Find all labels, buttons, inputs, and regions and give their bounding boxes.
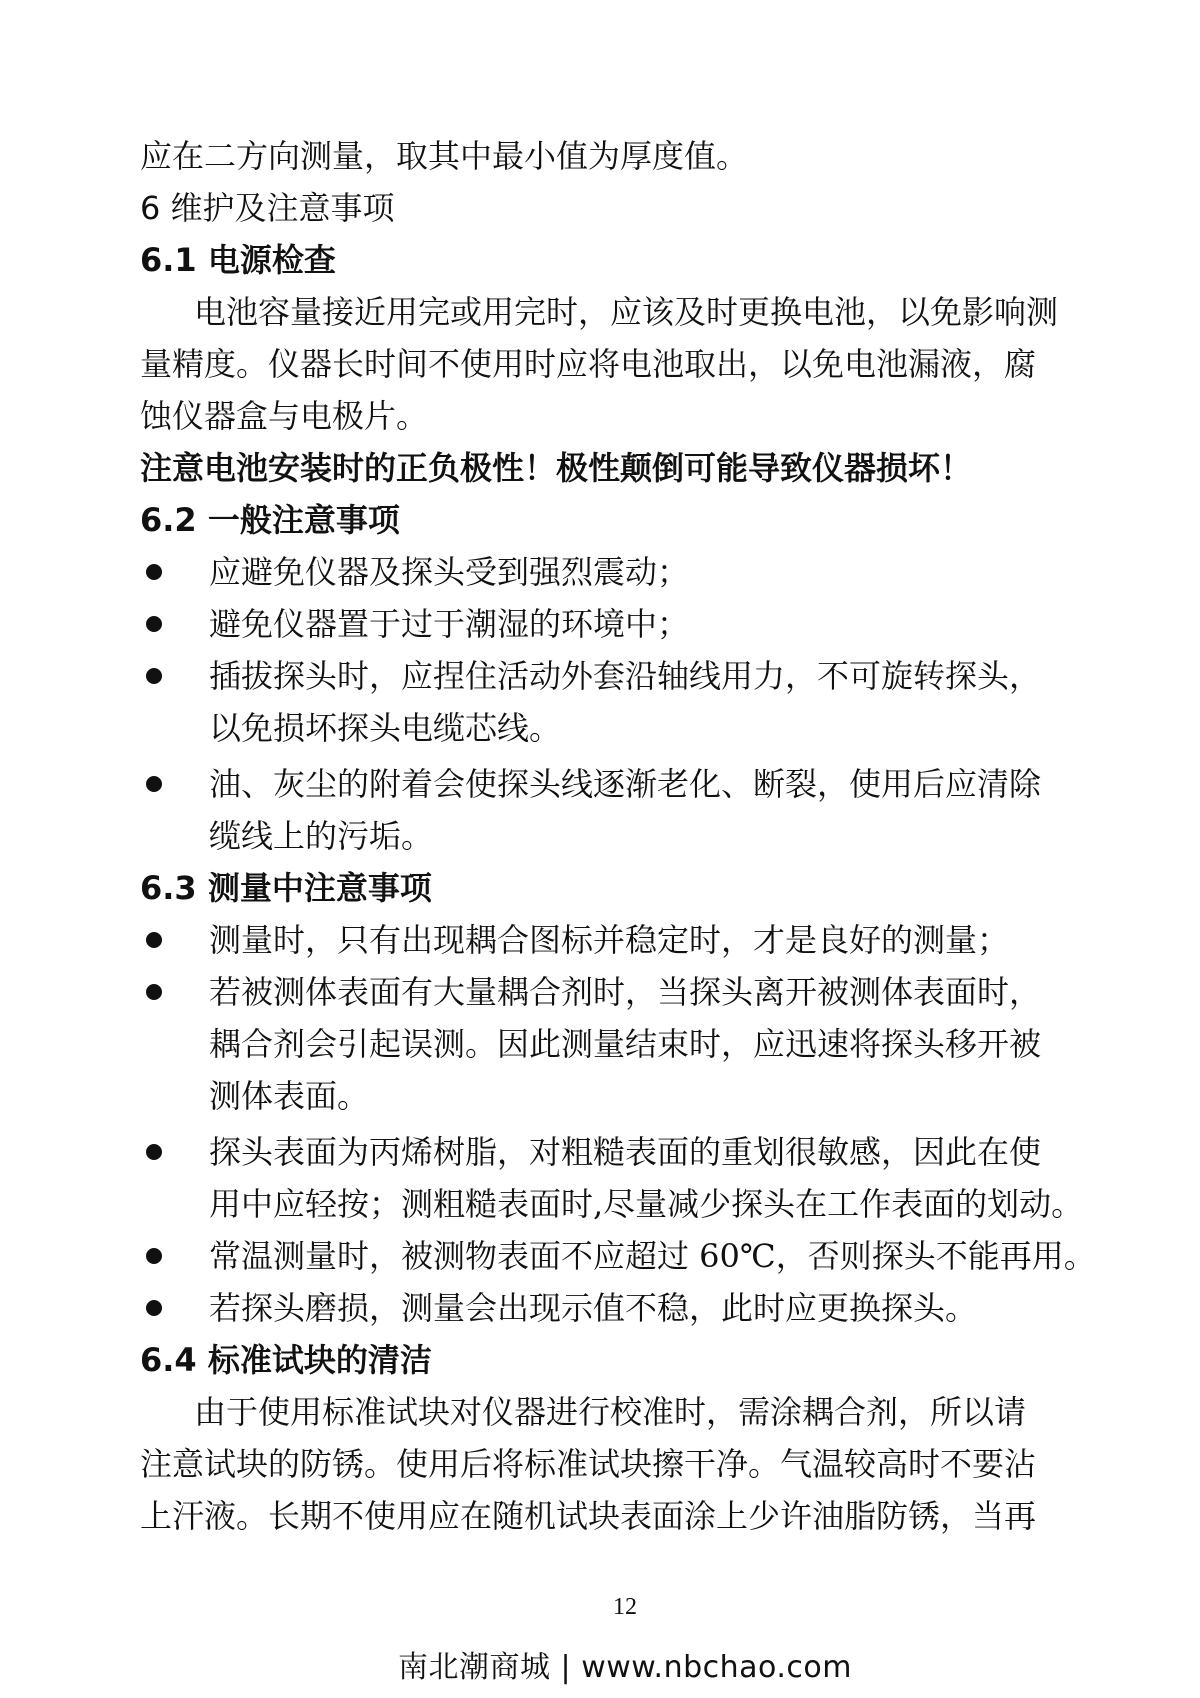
bullet-icon <box>146 984 162 1000</box>
list-item-text: 油、灰尘的附着会使探头线逐渐老化、断裂，使用后应清除 <box>209 765 1042 803</box>
page-number: 12 <box>613 1594 637 1620</box>
paragraph-line: 上汗液。长期不使用应在随机试块表面涂上少许油脂防锈，当再 <box>140 1497 1037 1535</box>
list-item-text: 缆线上的污垢。 <box>209 817 434 855</box>
bullet-icon <box>146 1144 162 1160</box>
list-item-text: 探头表面为丙烯树脂，对粗糙表面的重划很敏感，因此在使 <box>209 1133 1042 1171</box>
section-heading-6-3: 6.3 测量中注意事项 <box>140 869 432 907</box>
bullet-icon <box>146 1248 162 1264</box>
list-item <box>140 1126 1115 1230</box>
list-item <box>140 758 1115 862</box>
section-heading-6: 6 维护及注意事项 <box>140 189 395 227</box>
paragraph-line: 注意试块的防锈。使用后将标准试块擦干净。气温较高时不要沾 <box>140 1445 1037 1483</box>
list-item-text: 若探头磨损，测量会出现示值不稳，此时应更换探头。 <box>209 1289 978 1327</box>
bullet-icon <box>146 1300 162 1316</box>
section-heading-6-1: 6.1 电源检查 <box>140 241 336 279</box>
footer-watermark: 南北潮商城 | www.nbchao.com <box>398 1650 852 1685</box>
list-item <box>140 650 1115 754</box>
list-item <box>140 598 1115 650</box>
paragraph-line: 量精度。仪器长时间不使用时应将电池取出，以免电池漏液，腐 <box>140 345 1037 383</box>
list-item <box>140 966 1115 1122</box>
list-item <box>140 1230 1115 1282</box>
list-item <box>140 1282 1115 1334</box>
list-item-text: 若被测体表面有大量耦合剂时，当探头离开被测体表面时， <box>209 973 1042 1011</box>
paragraph-line: 由于使用标准试块对仪器进行校准时，需涂耦合剂，所以请 <box>194 1393 1027 1431</box>
paragraph-line: 应在二方向测量，取其中最小值为厚度值。 <box>140 137 749 175</box>
bullet-icon <box>146 564 162 580</box>
bullet-icon <box>146 932 162 948</box>
list-item-text: 测体表面。 <box>209 1077 370 1115</box>
document-body <box>140 130 1115 1542</box>
paragraph-line: 蚀仪器盒与电极片。 <box>140 397 429 435</box>
list-item-text: 以免损坏探头电缆芯线。 <box>209 709 562 747</box>
list-item-text: 插拔探头时，应捏住活动外套沿轴线用力，不可旋转探头， <box>209 657 1042 695</box>
section-heading-6-2: 6.2 一般注意事项 <box>140 501 400 539</box>
list-item-text: 耦合剂会引起误测。因此测量结束时，应迅速将探头移开被 <box>209 1025 1042 1063</box>
list-item-text: 常温测量时，被测物表面不应超过 60℃，否则探头不能再用。 <box>209 1237 1096 1275</box>
bullet-icon <box>146 616 162 632</box>
list-item-text: 用中应轻按；测粗糙表面时,尽量减少探头在工作表面的划动。 <box>209 1185 1084 1223</box>
list-item <box>140 546 1115 598</box>
list-item-text: 测量时，只有出现耦合图标并稳定时，才是良好的测量； <box>209 921 1010 959</box>
list-item <box>140 914 1115 966</box>
bullet-icon <box>146 776 162 792</box>
bullet-icon <box>146 668 162 684</box>
section-heading-6-4: 6.4 标准试块的清洁 <box>140 1341 432 1379</box>
warning-text: 注意电池安装时的正负极性！极性颠倒可能导致仪器损坏！ <box>140 449 973 487</box>
list-item-text: 应避免仪器及探头受到强烈震动； <box>209 553 690 591</box>
paragraph-line: 电池容量接近用完或用完时，应该及时更换电池，以免影响测 <box>194 293 1059 331</box>
list-item-text: 避免仪器置于过于潮湿的环境中； <box>209 605 690 643</box>
